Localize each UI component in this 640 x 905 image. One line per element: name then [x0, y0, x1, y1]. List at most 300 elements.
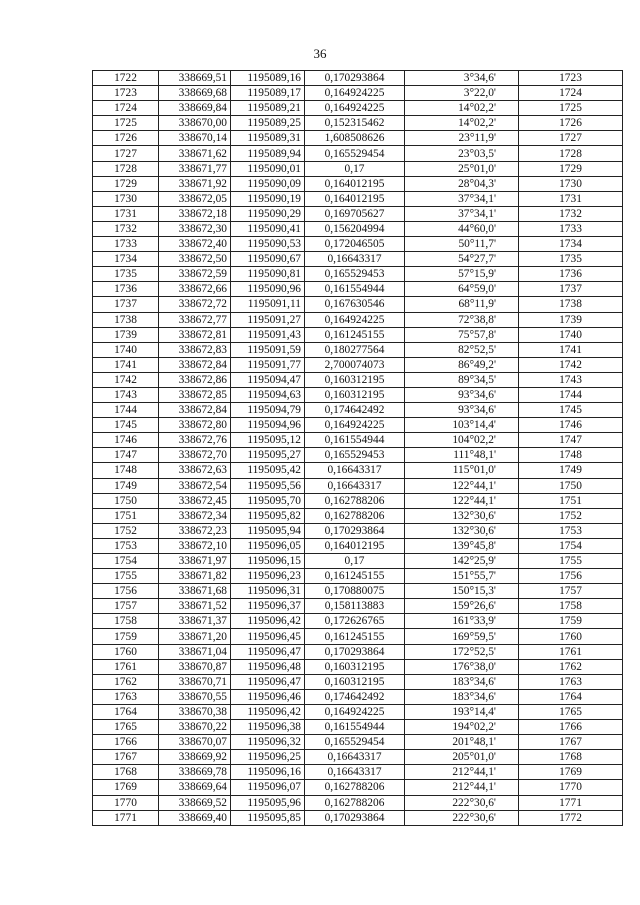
x-coordinate-cell: 338672,23 — [159, 523, 231, 538]
y-coordinate-cell: 1195096,48 — [231, 659, 305, 674]
direction-angle-cell: 25°01,0' — [405, 161, 519, 176]
table-row — [93, 101, 623, 116]
distance-cell: 0,170293864 — [305, 644, 405, 659]
next-point-cell: 1755 — [519, 554, 623, 569]
next-point-cell: 1761 — [519, 644, 623, 659]
distance-cell: 0,172046505 — [305, 237, 405, 252]
table-row — [93, 448, 623, 463]
next-point-cell: 1739 — [519, 312, 623, 327]
x-coordinate-cell: 338672,83 — [159, 342, 231, 357]
distance-cell: 0,161554944 — [305, 282, 405, 297]
direction-angle-cell: 3°22,0' — [405, 86, 519, 101]
y-coordinate-cell: 1195089,94 — [231, 146, 305, 161]
table-row — [93, 191, 623, 206]
table-row — [93, 71, 623, 86]
point-number-cell: 1765 — [93, 720, 159, 735]
x-coordinate-cell: 338671,62 — [159, 146, 231, 161]
x-coordinate-cell: 338672,85 — [159, 387, 231, 402]
distance-cell: 0,164924225 — [305, 704, 405, 719]
table-row — [93, 493, 623, 508]
x-coordinate-cell: 338672,86 — [159, 372, 231, 387]
x-coordinate-cell: 338670,14 — [159, 131, 231, 146]
x-coordinate-cell: 338671,37 — [159, 614, 231, 629]
distance-cell: 0,16643317 — [305, 478, 405, 493]
point-number-cell: 1747 — [93, 448, 159, 463]
y-coordinate-cell: 1195090,19 — [231, 191, 305, 206]
direction-angle-cell: 50°11,7' — [405, 237, 519, 252]
next-point-cell: 1763 — [519, 674, 623, 689]
direction-angle-cell: 82°52,5' — [405, 342, 519, 357]
y-coordinate-cell: 1195096,05 — [231, 538, 305, 553]
x-coordinate-cell: 338672,66 — [159, 282, 231, 297]
x-coordinate-cell: 338669,51 — [159, 71, 231, 86]
next-point-cell: 1738 — [519, 297, 623, 312]
distance-cell: 0,161554944 — [305, 433, 405, 448]
direction-angle-cell: 194°02,2' — [405, 720, 519, 735]
x-coordinate-cell: 338669,68 — [159, 86, 231, 101]
next-point-cell: 1742 — [519, 357, 623, 372]
table-row — [93, 554, 623, 569]
table-row — [93, 297, 623, 312]
direction-angle-cell: 222°30,6' — [405, 795, 519, 810]
point-number-cell: 1743 — [93, 387, 159, 402]
x-coordinate-cell: 338672,72 — [159, 297, 231, 312]
table-row — [93, 372, 623, 387]
table-row — [93, 523, 623, 538]
direction-angle-cell: 72°38,8' — [405, 312, 519, 327]
point-number-cell: 1727 — [93, 146, 159, 161]
point-number-cell: 1745 — [93, 418, 159, 433]
x-coordinate-cell: 338669,64 — [159, 780, 231, 795]
table-row — [93, 689, 623, 704]
distance-cell: 0,164924225 — [305, 86, 405, 101]
next-point-cell: 1766 — [519, 720, 623, 735]
y-coordinate-cell: 1195095,42 — [231, 463, 305, 478]
next-point-cell: 1770 — [519, 780, 623, 795]
point-number-cell: 1736 — [93, 282, 159, 297]
direction-angle-cell: 54°27,7' — [405, 252, 519, 267]
point-number-cell: 1735 — [93, 267, 159, 282]
y-coordinate-cell: 1195089,16 — [231, 71, 305, 86]
direction-angle-cell: 193°14,4' — [405, 704, 519, 719]
table-row — [93, 584, 623, 599]
y-coordinate-cell: 1195096,25 — [231, 750, 305, 765]
y-coordinate-cell: 1195089,21 — [231, 101, 305, 116]
x-coordinate-cell: 338672,81 — [159, 327, 231, 342]
x-coordinate-cell: 338669,40 — [159, 810, 231, 825]
y-coordinate-cell: 1195090,53 — [231, 237, 305, 252]
x-coordinate-cell: 338669,52 — [159, 795, 231, 810]
next-point-cell: 1741 — [519, 342, 623, 357]
point-number-cell: 1754 — [93, 554, 159, 569]
next-point-cell: 1735 — [519, 252, 623, 267]
next-point-cell: 1759 — [519, 614, 623, 629]
point-number-cell: 1755 — [93, 569, 159, 584]
distance-cell: 0,164012195 — [305, 538, 405, 553]
point-number-cell: 1737 — [93, 297, 159, 312]
next-point-cell: 1726 — [519, 116, 623, 131]
table-row — [93, 267, 623, 282]
distance-cell: 0,174642492 — [305, 689, 405, 704]
direction-angle-cell: 183°34,6' — [405, 674, 519, 689]
x-coordinate-cell: 338672,84 — [159, 357, 231, 372]
distance-cell: 0,16643317 — [305, 750, 405, 765]
x-coordinate-cell: 338670,22 — [159, 720, 231, 735]
point-number-cell: 1760 — [93, 644, 159, 659]
x-coordinate-cell: 338670,87 — [159, 659, 231, 674]
x-coordinate-cell: 338671,92 — [159, 176, 231, 191]
x-coordinate-cell: 338671,04 — [159, 644, 231, 659]
distance-cell: 0,160312195 — [305, 372, 405, 387]
y-coordinate-cell: 1195090,81 — [231, 267, 305, 282]
direction-angle-cell: 161°33,9' — [405, 614, 519, 629]
y-coordinate-cell: 1195091,59 — [231, 342, 305, 357]
next-point-cell: 1762 — [519, 659, 623, 674]
point-number-cell: 1752 — [93, 523, 159, 538]
direction-angle-cell: 75°57,8' — [405, 327, 519, 342]
table-row — [93, 765, 623, 780]
y-coordinate-cell: 1195096,23 — [231, 569, 305, 584]
direction-angle-cell: 89°34,5' — [405, 372, 519, 387]
direction-angle-cell: 201°48,1' — [405, 735, 519, 750]
y-coordinate-cell: 1195090,29 — [231, 206, 305, 221]
point-number-cell: 1731 — [93, 206, 159, 221]
next-point-cell: 1752 — [519, 508, 623, 523]
distance-cell: 0,161245155 — [305, 327, 405, 342]
table-row — [93, 418, 623, 433]
table-row — [93, 629, 623, 644]
distance-cell: 0,17 — [305, 161, 405, 176]
table-row — [93, 206, 623, 221]
distance-cell: 1,608508626 — [305, 131, 405, 146]
next-point-cell: 1746 — [519, 418, 623, 433]
distance-cell: 0,162788206 — [305, 493, 405, 508]
next-point-cell: 1734 — [519, 237, 623, 252]
distance-cell: 0,160312195 — [305, 387, 405, 402]
y-coordinate-cell: 1195096,47 — [231, 644, 305, 659]
next-point-cell: 1729 — [519, 161, 623, 176]
x-coordinate-cell: 338671,82 — [159, 569, 231, 584]
table-row — [93, 342, 623, 357]
distance-cell: 0,16643317 — [305, 765, 405, 780]
next-point-cell: 1756 — [519, 569, 623, 584]
x-coordinate-cell: 338670,55 — [159, 689, 231, 704]
next-point-cell: 1744 — [519, 387, 623, 402]
distance-cell: 2,700074073 — [305, 357, 405, 372]
distance-cell: 0,156204994 — [305, 221, 405, 236]
direction-angle-cell: 150°15,3' — [405, 584, 519, 599]
distance-cell: 0,17 — [305, 554, 405, 569]
next-point-cell: 1758 — [519, 599, 623, 614]
distance-cell: 0,158113883 — [305, 599, 405, 614]
table-row — [93, 116, 623, 131]
point-number-cell: 1726 — [93, 131, 159, 146]
distance-cell: 0,164924225 — [305, 101, 405, 116]
y-coordinate-cell: 1195091,43 — [231, 327, 305, 342]
table-row — [93, 644, 623, 659]
table-row — [93, 795, 623, 810]
direction-angle-cell: 132°30,6' — [405, 523, 519, 538]
direction-angle-cell: 68°11,9' — [405, 297, 519, 312]
next-point-cell: 1730 — [519, 176, 623, 191]
point-number-cell: 1734 — [93, 252, 159, 267]
next-point-cell: 1751 — [519, 493, 623, 508]
distance-cell: 0,161245155 — [305, 629, 405, 644]
direction-angle-cell: 122°44,1' — [405, 493, 519, 508]
direction-angle-cell: 93°34,6' — [405, 387, 519, 402]
y-coordinate-cell: 1195096,32 — [231, 735, 305, 750]
table-row — [93, 403, 623, 418]
point-number-cell: 1758 — [93, 614, 159, 629]
y-coordinate-cell: 1195095,27 — [231, 448, 305, 463]
y-coordinate-cell: 1195096,42 — [231, 704, 305, 719]
x-coordinate-cell: 338672,10 — [159, 538, 231, 553]
point-number-cell: 1725 — [93, 116, 159, 131]
table-row — [93, 674, 623, 689]
table-row — [93, 86, 623, 101]
direction-angle-cell: 14°02,2' — [405, 101, 519, 116]
direction-angle-cell: 212°44,1' — [405, 765, 519, 780]
x-coordinate-cell: 338670,38 — [159, 704, 231, 719]
x-coordinate-cell: 338672,05 — [159, 191, 231, 206]
x-coordinate-cell: 338672,63 — [159, 463, 231, 478]
point-number-cell: 1753 — [93, 538, 159, 553]
y-coordinate-cell: 1195096,42 — [231, 614, 305, 629]
table-row — [93, 433, 623, 448]
point-number-cell: 1766 — [93, 735, 159, 750]
point-number-cell: 1746 — [93, 433, 159, 448]
x-coordinate-cell: 338672,30 — [159, 221, 231, 236]
y-coordinate-cell: 1195090,67 — [231, 252, 305, 267]
point-number-cell: 1769 — [93, 780, 159, 795]
x-coordinate-cell: 338671,68 — [159, 584, 231, 599]
direction-angle-cell: 115°01,0' — [405, 463, 519, 478]
table-row — [93, 357, 623, 372]
distance-cell: 0,170293864 — [305, 523, 405, 538]
next-point-cell: 1736 — [519, 267, 623, 282]
direction-angle-cell: 212°44,1' — [405, 780, 519, 795]
point-number-cell: 1761 — [93, 659, 159, 674]
next-point-cell: 1754 — [519, 538, 623, 553]
direction-angle-cell: 14°02,2' — [405, 116, 519, 131]
y-coordinate-cell: 1195094,96 — [231, 418, 305, 433]
distance-cell: 0,160312195 — [305, 674, 405, 689]
distance-cell: 0,164924225 — [305, 312, 405, 327]
x-coordinate-cell: 338672,40 — [159, 237, 231, 252]
table-row — [93, 599, 623, 614]
next-point-cell: 1753 — [519, 523, 623, 538]
y-coordinate-cell: 1195089,17 — [231, 86, 305, 101]
next-point-cell: 1737 — [519, 282, 623, 297]
table-row — [93, 614, 623, 629]
y-coordinate-cell: 1195094,47 — [231, 372, 305, 387]
point-number-cell: 1729 — [93, 176, 159, 191]
point-number-cell: 1738 — [93, 312, 159, 327]
x-coordinate-cell: 338669,78 — [159, 765, 231, 780]
x-coordinate-cell: 338672,77 — [159, 312, 231, 327]
point-number-cell: 1770 — [93, 795, 159, 810]
y-coordinate-cell: 1195096,31 — [231, 584, 305, 599]
next-point-cell: 1747 — [519, 433, 623, 448]
point-number-cell: 1742 — [93, 372, 159, 387]
y-coordinate-cell: 1195089,25 — [231, 116, 305, 131]
y-coordinate-cell: 1195090,96 — [231, 282, 305, 297]
direction-angle-cell: 37°34,1' — [405, 206, 519, 221]
point-number-cell: 1723 — [93, 86, 159, 101]
point-number-cell: 1728 — [93, 161, 159, 176]
table-row — [93, 538, 623, 553]
direction-angle-cell: 111°48,1' — [405, 448, 519, 463]
point-number-cell: 1762 — [93, 674, 159, 689]
next-point-cell: 1724 — [519, 86, 623, 101]
table-row — [93, 704, 623, 719]
y-coordinate-cell: 1195096,15 — [231, 554, 305, 569]
point-number-cell: 1763 — [93, 689, 159, 704]
table-row — [93, 327, 623, 342]
distance-cell: 0,16643317 — [305, 252, 405, 267]
direction-angle-cell: 205°01,0' — [405, 750, 519, 765]
x-coordinate-cell: 338672,45 — [159, 493, 231, 508]
distance-cell: 0,162788206 — [305, 780, 405, 795]
distance-cell: 0,164012195 — [305, 191, 405, 206]
table-row — [93, 810, 623, 825]
distance-cell: 0,170293864 — [305, 71, 405, 86]
point-number-cell: 1744 — [93, 403, 159, 418]
x-coordinate-cell: 338672,18 — [159, 206, 231, 221]
direction-angle-cell: 103°14,4' — [405, 418, 519, 433]
next-point-cell: 1725 — [519, 101, 623, 116]
y-coordinate-cell: 1195096,37 — [231, 599, 305, 614]
y-coordinate-cell: 1195090,01 — [231, 161, 305, 176]
y-coordinate-cell: 1195091,11 — [231, 297, 305, 312]
x-coordinate-cell: 338669,92 — [159, 750, 231, 765]
point-number-cell: 1751 — [93, 508, 159, 523]
direction-angle-cell: 151°55,7' — [405, 569, 519, 584]
next-point-cell: 1768 — [519, 750, 623, 765]
y-coordinate-cell: 1195095,12 — [231, 433, 305, 448]
distance-cell: 0,170293864 — [305, 810, 405, 825]
point-number-cell: 1739 — [93, 327, 159, 342]
next-point-cell: 1732 — [519, 206, 623, 221]
y-coordinate-cell: 1195095,94 — [231, 523, 305, 538]
distance-cell: 0,167630546 — [305, 297, 405, 312]
table-row — [93, 387, 623, 402]
next-point-cell: 1745 — [519, 403, 623, 418]
direction-angle-cell: 222°30,6' — [405, 810, 519, 825]
point-number-cell: 1771 — [93, 810, 159, 825]
distance-cell: 0,161245155 — [305, 569, 405, 584]
direction-angle-cell: 57°15,9' — [405, 267, 519, 282]
point-number-cell: 1768 — [93, 765, 159, 780]
y-coordinate-cell: 1195095,85 — [231, 810, 305, 825]
point-number-cell: 1740 — [93, 342, 159, 357]
next-point-cell: 1760 — [519, 629, 623, 644]
distance-cell: 0,162788206 — [305, 795, 405, 810]
direction-angle-cell: 169°59,5' — [405, 629, 519, 644]
direction-angle-cell: 132°30,6' — [405, 508, 519, 523]
distance-cell: 0,170880075 — [305, 584, 405, 599]
direction-angle-cell: 93°34,6' — [405, 403, 519, 418]
direction-angle-cell: 172°52,5' — [405, 644, 519, 659]
point-number-cell: 1732 — [93, 221, 159, 236]
point-number-cell: 1750 — [93, 493, 159, 508]
next-point-cell: 1772 — [519, 810, 623, 825]
direction-angle-cell: 3°34,6' — [405, 71, 519, 86]
coordinates-table — [92, 70, 623, 826]
x-coordinate-cell: 338672,80 — [159, 418, 231, 433]
next-point-cell: 1767 — [519, 735, 623, 750]
x-coordinate-cell: 338672,84 — [159, 403, 231, 418]
table-row — [93, 161, 623, 176]
direction-angle-cell: 23°11,9' — [405, 131, 519, 146]
table-row — [93, 750, 623, 765]
table-row — [93, 312, 623, 327]
y-coordinate-cell: 1195095,70 — [231, 493, 305, 508]
distance-cell: 0,169705627 — [305, 206, 405, 221]
direction-angle-cell: 64°59,0' — [405, 282, 519, 297]
point-number-cell: 1764 — [93, 704, 159, 719]
next-point-cell: 1743 — [519, 372, 623, 387]
x-coordinate-cell: 338670,07 — [159, 735, 231, 750]
y-coordinate-cell: 1195095,56 — [231, 478, 305, 493]
table-row — [93, 146, 623, 161]
point-number-cell: 1748 — [93, 463, 159, 478]
point-number-cell: 1730 — [93, 191, 159, 206]
table-row — [93, 780, 623, 795]
page-number: 36 — [313, 46, 327, 61]
point-number-cell: 1767 — [93, 750, 159, 765]
next-point-cell: 1740 — [519, 327, 623, 342]
y-coordinate-cell: 1195096,16 — [231, 765, 305, 780]
point-number-cell: 1722 — [93, 71, 159, 86]
next-point-cell: 1727 — [519, 131, 623, 146]
next-point-cell: 1733 — [519, 221, 623, 236]
x-coordinate-cell: 338672,76 — [159, 433, 231, 448]
next-point-cell: 1748 — [519, 448, 623, 463]
distance-cell: 0,172626765 — [305, 614, 405, 629]
x-coordinate-cell: 338670,00 — [159, 116, 231, 131]
direction-angle-cell: 28°04,3' — [405, 176, 519, 191]
point-number-cell: 1756 — [93, 584, 159, 599]
y-coordinate-cell: 1195096,07 — [231, 780, 305, 795]
x-coordinate-cell: 338671,20 — [159, 629, 231, 644]
distance-cell: 0,165529454 — [305, 146, 405, 161]
point-number-cell: 1749 — [93, 478, 159, 493]
table-row — [93, 237, 623, 252]
direction-angle-cell: 183°34,6' — [405, 689, 519, 704]
distance-cell: 0,161554944 — [305, 720, 405, 735]
x-coordinate-cell: 338671,52 — [159, 599, 231, 614]
y-coordinate-cell: 1195095,82 — [231, 508, 305, 523]
x-coordinate-cell: 338671,97 — [159, 554, 231, 569]
distance-cell: 0,152315462 — [305, 116, 405, 131]
next-point-cell: 1728 — [519, 146, 623, 161]
y-coordinate-cell: 1195094,79 — [231, 403, 305, 418]
table-row — [93, 131, 623, 146]
next-point-cell: 1723 — [519, 71, 623, 86]
next-point-cell: 1765 — [519, 704, 623, 719]
next-point-cell: 1757 — [519, 584, 623, 599]
y-coordinate-cell: 1195096,46 — [231, 689, 305, 704]
table-row — [93, 463, 623, 478]
table-row — [93, 478, 623, 493]
table-row — [93, 659, 623, 674]
distance-cell: 0,165529454 — [305, 735, 405, 750]
direction-angle-cell: 122°44,1' — [405, 478, 519, 493]
distance-cell: 0,165529453 — [305, 448, 405, 463]
table-row — [93, 282, 623, 297]
point-number-cell: 1759 — [93, 629, 159, 644]
